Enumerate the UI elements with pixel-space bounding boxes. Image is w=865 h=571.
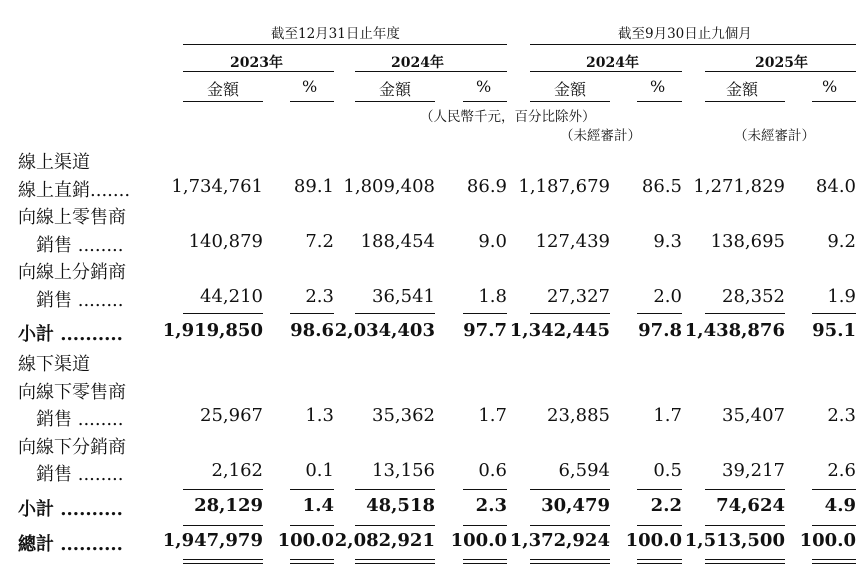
- sub-rule-8: [812, 101, 856, 102]
- year-2024-9m: 2024年: [586, 55, 639, 71]
- amount-cell: 36,541: [372, 286, 435, 307]
- year-2024-fy: 2024年: [391, 55, 444, 71]
- amount-cell: 27,327: [547, 286, 610, 307]
- row-label: 小計 ..........: [18, 499, 123, 520]
- amount-header-4: 金額: [726, 80, 759, 99]
- amount-cell: 2,082,921: [334, 530, 435, 551]
- amount-cell: 28,352: [722, 286, 785, 307]
- pct-cell: 100.0: [277, 530, 334, 551]
- pct-cell: 98.6: [290, 320, 334, 341]
- rule-b7: [705, 489, 785, 490]
- amount-cell: 1,809,408: [343, 176, 435, 197]
- rule-c2: [290, 525, 334, 526]
- pct-cell: 84.0: [815, 176, 856, 197]
- pct-cell: 95.1: [812, 320, 856, 341]
- rule-d6b: [637, 563, 682, 564]
- rule-d4: [463, 559, 507, 560]
- year-rule-2: [355, 71, 507, 72]
- pct-cell: 2.3: [305, 286, 334, 307]
- row-label: 銷售 ........: [18, 235, 124, 256]
- sub-rule-7: [705, 101, 785, 102]
- year-rule-3: [530, 71, 682, 72]
- pct-cell: 1.7: [653, 405, 682, 426]
- pct-header-4: %: [822, 77, 838, 96]
- rule-c7: [705, 525, 785, 526]
- amount-cell: 35,407: [722, 405, 785, 426]
- year-rule-1: [183, 71, 334, 72]
- rule-b3: [355, 489, 435, 490]
- row-label: 銷售 ........: [18, 290, 124, 311]
- pct-cell: 2.2: [650, 495, 682, 516]
- pct-header-3: %: [650, 77, 666, 96]
- rule-b4: [463, 489, 507, 490]
- amount-cell: 2,034,403: [334, 320, 435, 341]
- pct-header-2: %: [476, 77, 492, 96]
- rule-d1b: [183, 563, 263, 564]
- sub-rule-4: [463, 101, 507, 102]
- unaudited-note-2025: （未經審計）: [734, 128, 815, 144]
- year-2025: 2025年: [755, 55, 808, 71]
- year-rule-4: [705, 71, 856, 72]
- rule-d3: [355, 559, 435, 560]
- pct-cell: 7.2: [305, 231, 334, 252]
- row-label: 銷售 ........: [18, 464, 124, 485]
- currency-note: （人民幣千元，百分比除外）: [420, 109, 596, 125]
- amount-cell: 127,439: [535, 231, 610, 252]
- amount-cell: 28,129: [194, 495, 263, 516]
- unaudited-note-2024: （未經審計）: [560, 128, 641, 144]
- rule-c6: [637, 525, 682, 526]
- row-label: 向線下分銷商: [18, 437, 126, 458]
- rule-d7b: [705, 563, 785, 564]
- pct-cell: 86.9: [466, 176, 507, 197]
- pct-cell: 1.3: [305, 405, 334, 426]
- pct-cell: 1.4: [302, 495, 334, 516]
- amount-cell: 1,187,679: [518, 176, 610, 197]
- rule-b5: [530, 489, 610, 490]
- pct-cell: 9.2: [827, 231, 856, 252]
- pct-cell: 2.6: [827, 460, 856, 481]
- year-2023: 2023年: [230, 55, 283, 71]
- pct-cell: 9.0: [478, 231, 507, 252]
- rule-d2: [290, 559, 334, 560]
- rule-b6: [637, 489, 682, 490]
- amount-cell: 1,372,924: [509, 530, 610, 551]
- section-heading: 線下渠道: [18, 354, 90, 375]
- amount-header-2: 金額: [379, 80, 412, 99]
- rule-d2b: [290, 563, 334, 564]
- amount-cell: 30,479: [541, 495, 610, 516]
- rule-a6: [637, 313, 682, 314]
- amount-cell: 6,594: [558, 460, 610, 481]
- amount-cell: 23,885: [547, 405, 610, 426]
- sub-rule-5: [530, 101, 610, 102]
- rule-a8: [812, 313, 856, 314]
- amount-cell: 48,518: [366, 495, 435, 516]
- rule-b8: [812, 489, 856, 490]
- rule-c4: [463, 525, 507, 526]
- rule-d8b: [812, 563, 856, 564]
- group-header-9m: 截至9月30日止九個月: [618, 26, 752, 42]
- section-heading: 線上渠道: [18, 152, 90, 173]
- rule-d1: [183, 559, 263, 560]
- amount-header-1: 金額: [207, 80, 240, 99]
- group-rule-fy: [183, 44, 507, 45]
- pct-cell: 86.5: [641, 176, 682, 197]
- rule-d5: [530, 559, 610, 560]
- sub-rule-3: [355, 101, 435, 102]
- sub-rule-6: [637, 101, 682, 102]
- pct-cell: 1.7: [478, 405, 507, 426]
- rule-a5: [530, 313, 610, 314]
- rule-b1: [183, 489, 263, 490]
- amount-cell: 25,967: [200, 405, 263, 426]
- amount-cell: 1,919,850: [162, 320, 263, 341]
- pct-cell: 9.3: [653, 231, 682, 252]
- amount-cell: 2,162: [211, 460, 263, 481]
- row-label: 線上直銷.......: [18, 180, 131, 201]
- amount-cell: 138,695: [710, 231, 785, 252]
- pct-cell: 97.8: [638, 320, 682, 341]
- rule-c5: [530, 525, 610, 526]
- rule-c3: [355, 525, 435, 526]
- pct-cell: 100.0: [450, 530, 507, 551]
- row-label: 小計 ..........: [18, 324, 123, 345]
- pct-cell: 0.5: [653, 460, 682, 481]
- amount-cell: 39,217: [722, 460, 785, 481]
- group-rule-9m: [530, 44, 856, 45]
- pct-cell: 4.9: [824, 495, 856, 516]
- rule-d4b: [463, 563, 507, 564]
- rule-d6: [637, 559, 682, 560]
- rule-a7: [705, 313, 785, 314]
- amount-cell: 74,624: [716, 495, 785, 516]
- amount-cell: 188,454: [360, 231, 435, 252]
- rule-d5b: [530, 563, 610, 564]
- row-label: 總計 ..........: [18, 534, 123, 555]
- amount-cell: 1,438,876: [684, 320, 785, 341]
- row-label: 向線上分銷商: [18, 262, 126, 283]
- pct-cell: 100.0: [799, 530, 856, 551]
- rule-a2: [290, 313, 334, 314]
- rule-c8: [812, 525, 856, 526]
- rule-d3b: [355, 563, 435, 564]
- rule-d7: [705, 559, 785, 560]
- rule-b2: [290, 489, 334, 490]
- pct-cell: 1.9: [827, 286, 856, 307]
- amount-cell: 44,210: [200, 286, 263, 307]
- pct-cell: 1.8: [478, 286, 507, 307]
- group-header-fy: 截至12月31日止年度: [271, 26, 400, 42]
- row-label: 向線上零售商: [18, 207, 126, 228]
- pct-cell: 0.1: [305, 460, 334, 481]
- pct-cell: 100.0: [625, 530, 682, 551]
- amount-cell: 13,156: [372, 460, 435, 481]
- sub-rule-1: [183, 101, 263, 102]
- sub-rule-2: [290, 101, 334, 102]
- pct-cell: 2.3: [827, 405, 856, 426]
- rule-a3: [355, 313, 435, 314]
- amount-cell: 1,271,829: [693, 176, 785, 197]
- row-label: 向線下零售商: [18, 382, 126, 403]
- amount-cell: 1,734,761: [171, 176, 263, 197]
- pct-cell: 2.0: [653, 286, 682, 307]
- pct-cell: 97.7: [463, 320, 507, 341]
- amount-header-3: 金額: [554, 80, 587, 99]
- pct-cell: 0.6: [478, 460, 507, 481]
- pct-cell: 89.1: [293, 176, 334, 197]
- rule-c1: [183, 525, 263, 526]
- rule-a4: [463, 313, 507, 314]
- amount-cell: 35,362: [372, 405, 435, 426]
- rule-d8: [812, 559, 856, 560]
- pct-header-1: %: [302, 77, 318, 96]
- amount-cell: 1,342,445: [509, 320, 610, 341]
- amount-cell: 1,513,500: [684, 530, 785, 551]
- row-label: 銷售 ........: [18, 409, 124, 430]
- amount-cell: 1,947,979: [162, 530, 263, 551]
- amount-cell: 140,879: [188, 231, 263, 252]
- rule-a1: [183, 313, 263, 314]
- pct-cell: 2.3: [475, 495, 507, 516]
